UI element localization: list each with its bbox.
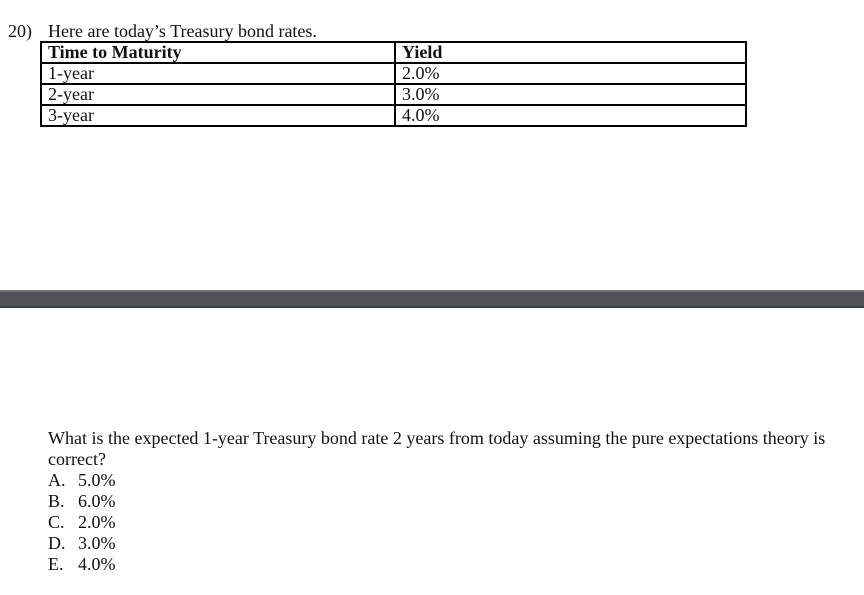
table-row xyxy=(41,105,746,126)
answer-choice-a[interactable] xyxy=(48,470,848,491)
maturity-cell: 3-year xyxy=(41,105,395,126)
choice-letter: C. xyxy=(48,512,65,532)
answer-choice-e[interactable] xyxy=(48,554,848,575)
choice-letter: D. xyxy=(48,533,66,553)
question-number: 20) xyxy=(8,21,32,41)
choice-letter: A. xyxy=(48,470,66,490)
yield-cell: 2.0% xyxy=(395,63,746,84)
header-yield: Yield xyxy=(395,42,746,63)
answer-choices xyxy=(48,470,848,575)
treasury-rates-table xyxy=(40,41,747,127)
question-prompt: What is the expected 1-year Treasury bond rate 2 years from today assuming the pure expectations theory is correct? xyxy=(48,428,826,469)
question-body xyxy=(48,428,848,575)
question-intro: Here are today’s Treasury bond rates. xyxy=(48,21,317,41)
yield-cell: 3.0% xyxy=(395,84,746,105)
answer-choice-d[interactable] xyxy=(48,533,848,554)
choice-value: 5.0% xyxy=(78,470,116,490)
choice-value: 3.0% xyxy=(78,533,116,553)
question-header xyxy=(8,20,317,42)
maturity-cell: 1-year xyxy=(41,63,395,84)
table-row xyxy=(41,63,746,84)
maturity-cell: 2-year xyxy=(41,84,395,105)
choice-letter: E. xyxy=(48,554,64,574)
table-header-row xyxy=(41,42,746,63)
choice-value: 4.0% xyxy=(78,554,116,574)
choice-value: 6.0% xyxy=(78,491,116,511)
choice-letter: B. xyxy=(48,491,65,511)
page-divider xyxy=(0,290,864,308)
answer-choice-c[interactable] xyxy=(48,512,848,533)
yield-cell: 4.0% xyxy=(395,105,746,126)
choice-value: 2.0% xyxy=(78,512,116,532)
answer-choice-b[interactable] xyxy=(48,491,848,512)
header-time-to-maturity: Time to Maturity xyxy=(41,42,395,63)
table-row xyxy=(41,84,746,105)
